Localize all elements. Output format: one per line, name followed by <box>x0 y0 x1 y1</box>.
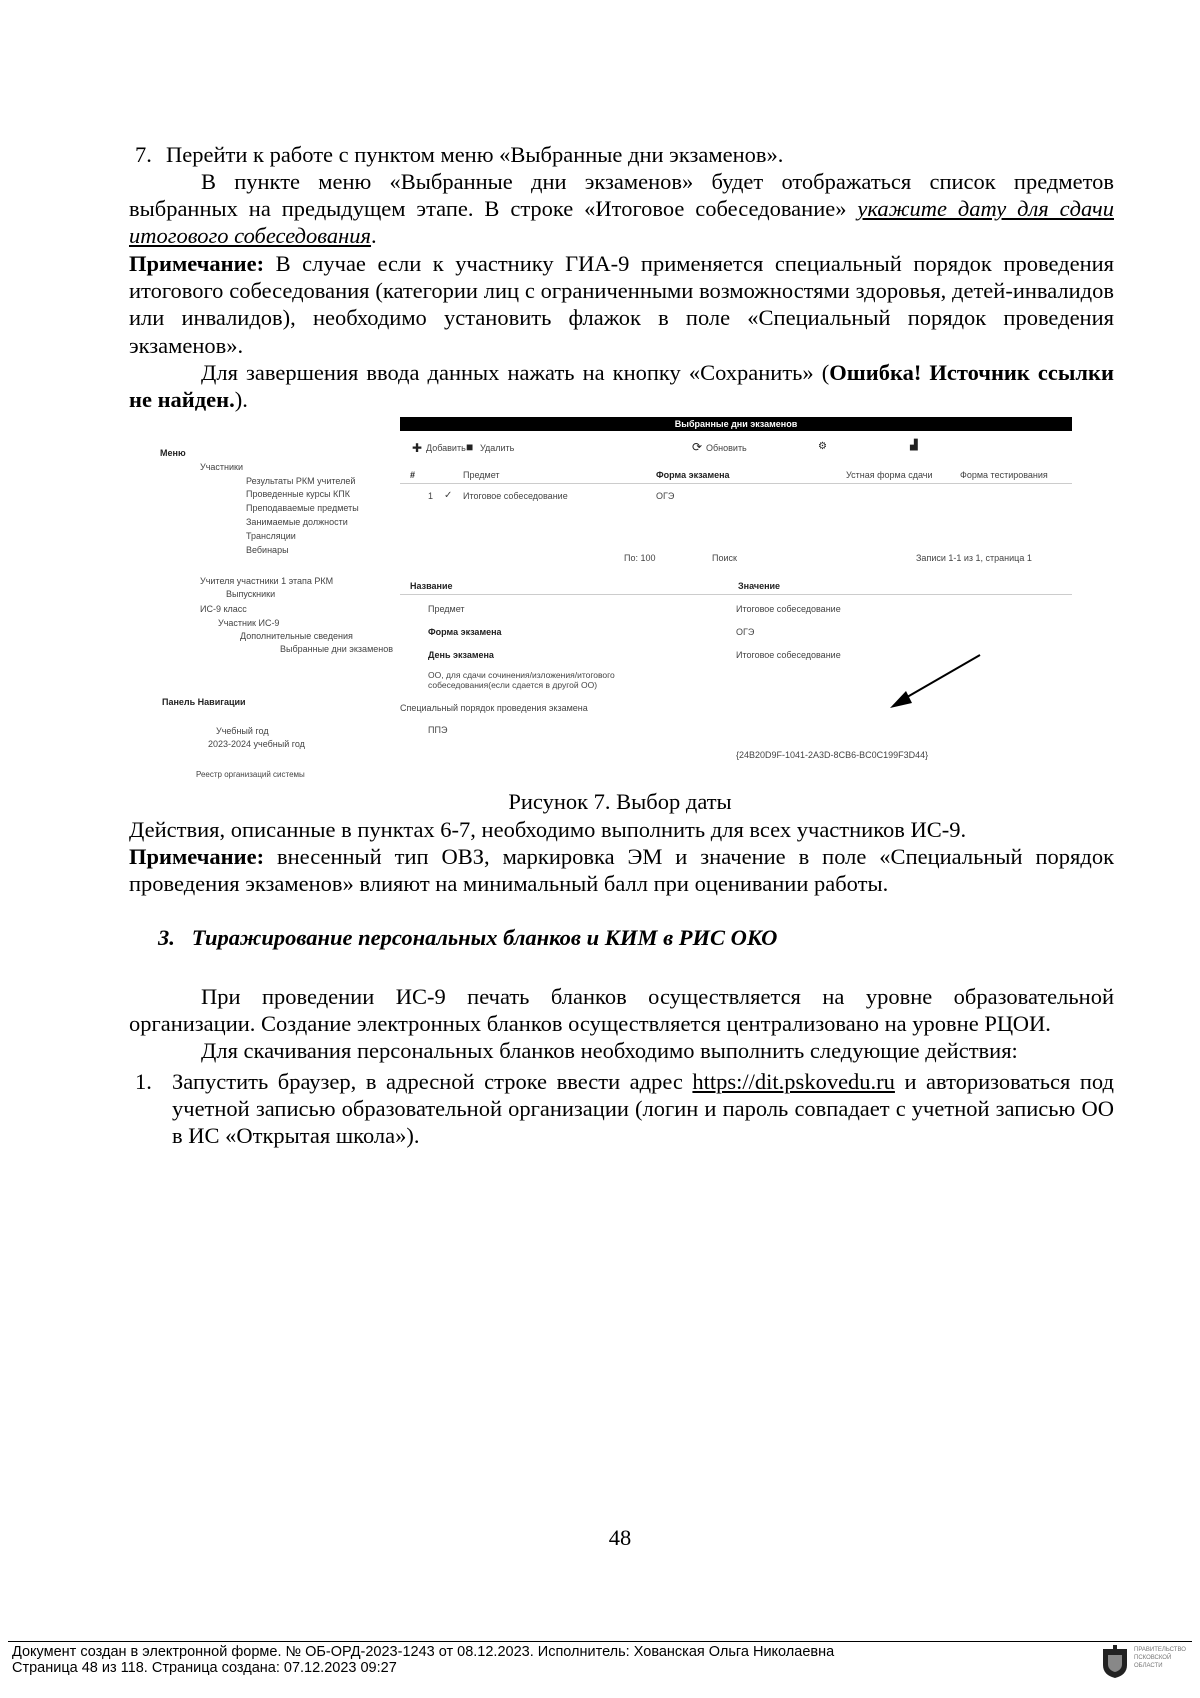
paragraph-selected-days <box>129 168 1114 250</box>
add-button[interactable]: Добавить <box>426 443 466 453</box>
paragraph-save <box>129 359 1114 413</box>
prop-name-special-order[interactable]: Специальный порядок проведения экзамена <box>400 703 588 713</box>
year-label: Учебный год <box>216 726 269 736</box>
window-header: Выбранные дни экзаменов <box>400 417 1072 431</box>
prop-name: ОО, для сдачи сочинения/изложения/итогового собеседования(если сдается в другой ОО) <box>428 670 615 690</box>
add-icon[interactable]: ✚ <box>412 441 423 455</box>
page-number: 48 <box>608 1525 632 1550</box>
prop-value-exam-day[interactable]: Итоговое собеседование <box>736 650 841 660</box>
list-item-7 <box>129 141 1114 168</box>
nav-panel-title: Панель Навигации <box>162 697 246 707</box>
col-num: # <box>410 470 416 480</box>
item-text-after: и авторизоваться под учетной записью образовательной организации (логин и пароль совпадает с учетной записью ОО в ИС «Открытая школа»). <box>172 1069 1114 1149</box>
menu-item[interactable]: Участник ИС-9 <box>218 618 280 628</box>
delete-button[interactable]: Удалить <box>480 443 515 453</box>
delete-icon[interactable]: ■ <box>466 440 474 454</box>
menu-title: Меню <box>160 448 186 458</box>
item-number: 7. <box>135 142 152 167</box>
logo-text <box>1134 1646 1186 1670</box>
check-icon[interactable]: ✓ <box>444 490 453 501</box>
col-oral[interactable]: Устная форма сдачи <box>846 470 933 480</box>
item-text: Перейти к работе с пунктом меню «Выбранные дни экзаменов». <box>166 142 784 167</box>
year-value[interactable]: 2023-2024 учебный год <box>208 739 305 749</box>
paragraph-printing: При проведении ИС-9 печать бланков осуществляется на уровне образовательной организации. Создание электронных бланков осуществляется централизовано на уровне РЦОИ. <box>129 984 1114 1037</box>
settings-icon[interactable]: ⚙ <box>818 441 827 452</box>
menu-item[interactable]: Проведенные курсы КПК <box>246 489 351 499</box>
divider <box>400 594 1072 595</box>
prop-col-name: Название <box>410 581 453 591</box>
item-text-before: Запустить браузер, в адресной строке ввести адрес <box>172 1069 693 1094</box>
emphasis-text: укажите дату для сдачи итогового собеседования <box>129 196 1114 249</box>
chart-icon[interactable]: ▟ <box>910 440 918 451</box>
col-form[interactable]: Форма экзамена <box>656 470 730 480</box>
note-ovz <box>129 843 1114 897</box>
note-special-order <box>129 250 1114 359</box>
footer <box>12 1644 834 1676</box>
menu-item[interactable]: Участники <box>200 462 243 472</box>
paragraph-download: Для скачивания персональных бланков необходимо выполнить следующие действия: <box>201 1038 1018 1063</box>
paragraph-text: В пункте меню «Выбранные дни экзаменов» будет отображаться список предметов выбранных на предыдущем этапе. В строке «Итоговое собеседование» <box>129 169 1114 222</box>
divider <box>400 483 1072 484</box>
menu-item-selected-days[interactable]: Выбранные дни экзаменов <box>280 644 394 654</box>
refresh-button[interactable]: Обновить <box>706 443 747 453</box>
per-page-select[interactable]: По: 100 <box>624 553 656 563</box>
logo-line: ОБЛАСТИ <box>1134 1663 1163 1669</box>
error-reference: Ошибка! Источник ссылки не найден. <box>129 360 1114 413</box>
prop-name: ППЭ <box>428 725 448 735</box>
prop-value[interactable]: Итоговое собеседование <box>736 604 841 614</box>
refresh-icon[interactable]: ⟳ <box>692 440 703 454</box>
item-text <box>172 1068 1114 1150</box>
footer-line-1: Документ создан в электронной форме. № ОБ-ОРД-2023-1243 от 08.12.2023. Исполнитель: Хованская Ольга Николаевна <box>12 1644 835 1660</box>
menu-item[interactable]: Учителя участники 1 этапа РКМ <box>200 576 334 586</box>
url-link[interactable]: https://dit.pskovedu.ru <box>692 1069 895 1094</box>
col-subject[interactable]: Предмет <box>463 470 500 480</box>
menu-item[interactable]: Преподаваемые предметы <box>246 503 359 513</box>
menu-item[interactable]: Трансляции <box>246 531 296 541</box>
prop-col-value: Значение <box>738 581 781 591</box>
search-field[interactable]: Поиск <box>712 553 737 563</box>
prop-value[interactable]: ОГЭ <box>736 627 755 637</box>
list-item-1 <box>129 1068 1114 1150</box>
left-menu-panel <box>160 412 395 786</box>
footer-divider <box>8 1641 1192 1642</box>
records-count: Записи 1-1 из 1, страница 1 <box>916 553 1032 563</box>
menu-item[interactable]: Дополнительные сведения <box>240 631 353 641</box>
note-text: В случае если к участнику ГИА-9 применяется специальный порядок проведения итогового собеседования (категории лиц с ограниченными возможностями здоровья, детей-инвалидов или инвалидов), необходимо установить флажок в поле «Специальный порядок проведения экзаменов». <box>129 251 1114 358</box>
prop-name-exam-day: День экзамена <box>428 650 494 660</box>
coat-of-arms-icon <box>1100 1645 1130 1679</box>
paragraph-end: . <box>371 223 377 249</box>
paragraph-text: Для завершения ввода данных нажать на кнопку «Сохранить» ( <box>201 360 830 385</box>
note-text: внесенный тип ОВЗ, маркировка ЭМ и значение в поле «Специальный порядок проведения экзаменов» влияют на минимальный балл при оценивании работы. <box>129 844 1114 897</box>
logo-line: ПСКОВСКОЙ <box>1134 1655 1172 1661</box>
figure-caption: Рисунок 7. Выбор даты <box>508 789 732 814</box>
menu-item[interactable]: Занимаемые должности <box>246 517 348 527</box>
footer-line-2: Страница 48 из 118. Страница создана: 07.12.2023 09:27 <box>12 1660 397 1676</box>
section-number: 3. <box>158 925 175 950</box>
paragraph-end: ). <box>234 387 248 413</box>
col-test[interactable]: Форма тестирования <box>960 470 1048 480</box>
menu-item[interactable]: Результаты РКМ учителей <box>246 476 356 486</box>
logo-line: ПРАВИТЕЛЬСТВО <box>1134 1647 1186 1653</box>
prop-name: Предмет <box>428 604 465 614</box>
section-title: Тиражирование персональных бланков и КИМ в РИС ОКО <box>191 925 778 950</box>
section-heading <box>158 925 777 951</box>
menu-item[interactable]: Вебинары <box>246 545 289 555</box>
prop-name: Форма экзамена <box>428 627 502 637</box>
row-subject[interactable]: Итоговое собеседование <box>463 491 568 501</box>
row-num: 1 <box>428 491 434 501</box>
menu-item[interactable]: Выпускники <box>226 589 276 599</box>
figure-screenshot <box>160 412 1090 786</box>
registry-label[interactable]: Реестр организаций системы <box>196 770 305 779</box>
item-number: 1. <box>135 1069 152 1094</box>
note-label: Примечание: <box>129 251 265 276</box>
note-label: Примечание: <box>129 844 265 869</box>
arrow-icon <box>890 652 990 712</box>
row-form[interactable]: ОГЭ <box>656 491 675 501</box>
record-guid: {24B20D9F-1041-2A3D-8CB6-BC0C199F3D44} <box>736 750 929 760</box>
menu-item[interactable]: ИС-9 класс <box>200 604 247 614</box>
paragraph-actions: Действия, описанные в пунктах 6-7, необходимо выполнить для всех участников ИС-9. <box>129 817 967 842</box>
